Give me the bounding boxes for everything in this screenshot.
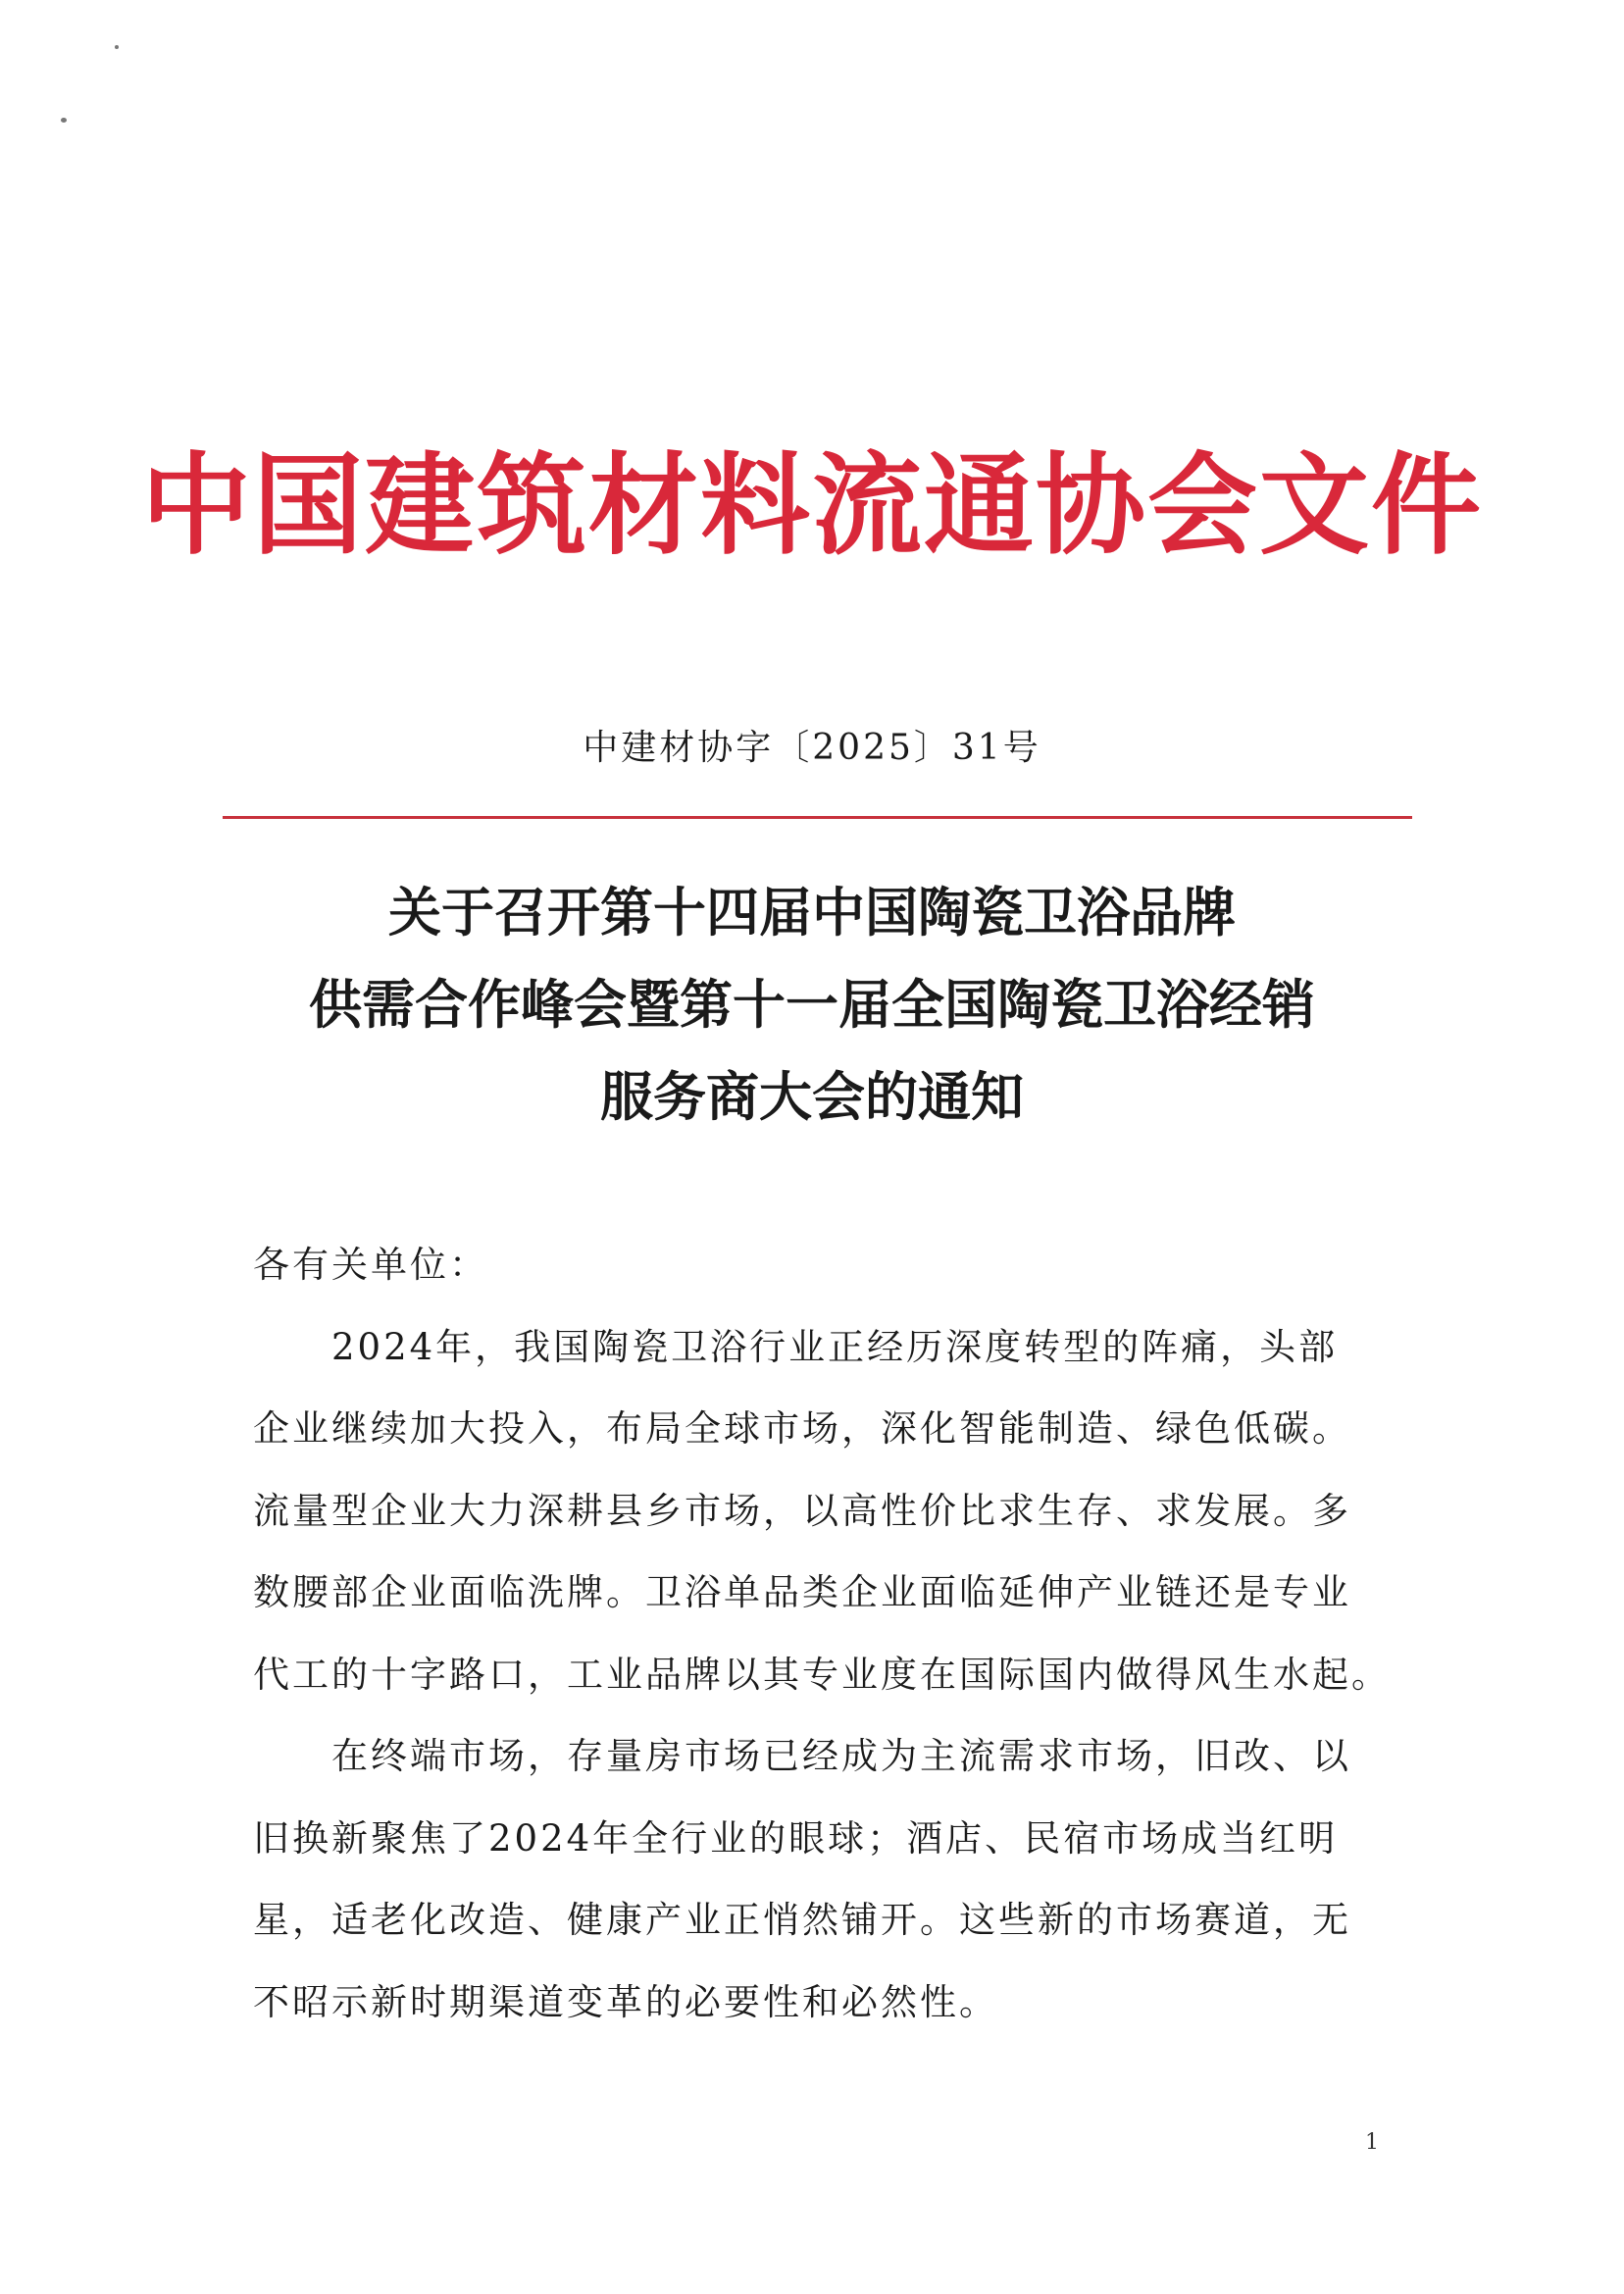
- notice-title-line: 关于召开第十四届中国陶瓷卫浴品牌: [388, 882, 1236, 943]
- notice-title-line: 服务商大会的通知: [600, 1066, 1024, 1128]
- salutation: 各有关单位：: [253, 1244, 488, 1286]
- issuer-header-title: 中国建筑材料流通协会文件: [141, 441, 1483, 570]
- paragraph-line: 数腰部企业面临洗牌。卫浴单品类企业面临延伸产业链还是专业: [253, 1571, 1351, 1613]
- paragraph-line: 星，适老化改造、健康产业正悄然铺开。这些新的市场赛道，无: [253, 1899, 1351, 1941]
- header-divider-rule: [223, 816, 1412, 819]
- paragraph-line: 企业继续加大投入，布局全球市场，深化智能制造、绿色低碳。: [253, 1407, 1351, 1450]
- page-number: 1: [1365, 2130, 1379, 2155]
- scan-speck: [115, 45, 119, 49]
- scan-speck: [61, 118, 67, 123]
- paragraph-line: 不昭示新时期渠道变革的必要性和必然性。: [253, 1980, 998, 2023]
- paragraph-line: 代工的十字路口，工业品牌以其专业度在国际国内做得风生水起。: [253, 1653, 1391, 1696]
- paragraph-line: 流量型企业大力深耕县乡市场，以高性价比求生存、求发展。多: [253, 1489, 1351, 1532]
- paragraph-line: 2024年，我国陶瓷卫浴行业正经历深度转型的阵痛，头部: [253, 1325, 1339, 1368]
- notice-title: [0, 867, 1624, 1144]
- paragraph-line: 在终端市场，存量房市场已经成为主流需求市场，旧改、以: [253, 1735, 1351, 1777]
- body-text: [253, 1224, 1400, 2043]
- paragraph-line: 旧换新聚焦了2024年全行业的眼球；酒店、民宿市场成当红明: [253, 1816, 1339, 1860]
- notice-title-line: 供需合作峰会暨第十一届全国陶瓷卫浴经销: [309, 974, 1315, 1036]
- document-number: 中建材协字〔2025〕31号: [583, 728, 1041, 768]
